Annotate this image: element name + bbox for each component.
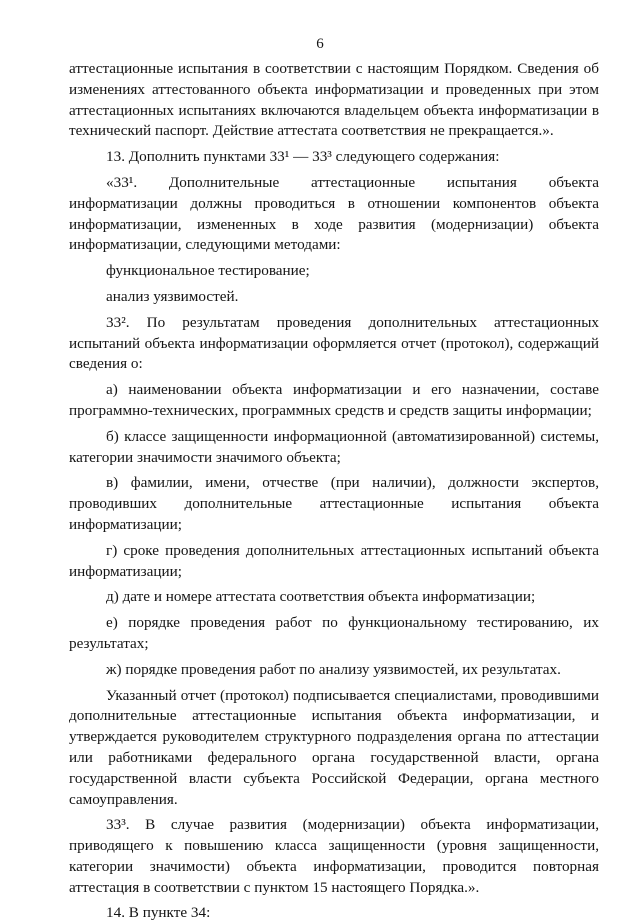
list-item-d: д) дате и номере аттестата соответствия объекта информатизации;	[106, 588, 536, 606]
page-number: 6	[316, 36, 324, 52]
list-item-g: г) сроке проведения дополнительных аттестационных испытаний объекта информатизации;	[69, 541, 599, 580]
paragraph-item-13: 13. Дополнить пунктами 33¹ — 33³ следующего содержания:	[106, 148, 500, 166]
list-item-zh: ж) порядке проведения работ по анализу уязвимостей, их результатах.	[106, 660, 561, 678]
list-item-e: е) порядке проведения работ по функциональному тестированию, их результатах;	[69, 614, 599, 652]
document-body	[69, 59, 599, 924]
paragraph-report-approval: Указанный отчет (протокол) подписывается специалистами, проводившими дополнительные аттестационные испытания объекта информатизации, и утверждается руководителем структурного подразделения органа по аттестации или работниками федерального органа государственной власти, органа государственной власти субъекта Российской Федерации, органа местного самоуправления.	[69, 686, 599, 808]
paragraph-item-14: 14. В пункте 34:	[106, 904, 211, 922]
paragraph-clause-33-1: «33¹. Дополнительные аттестационные испытания объекта информатизации должны проводиться в отношении компонентов объекта информатизации, измененных в ходе развития (модернизации) объекта информатизации, следующими методами:	[69, 173, 599, 254]
list-item-vulnerability-analysis: анализ уязвимостей.	[106, 287, 239, 305]
paragraph-clause-33-3: 33³. В случае развития (модернизации) объекта информатизации, приводящего к повышению класса защищенности (уровня защищенности, категории значимости) объекта информатизации, проводится повторная аттестация в соответствии с пунктом 15 настоящего Порядка.».	[69, 816, 599, 896]
paragraph-attestation-continuation: аттестационные испытания в соответствии с настоящим Порядком. Сведения об изменениях аттестованного объекта информатизации и проведенных при этом аттестационных испытаниях включаются владельцем объекта информатизации в технический паспорт. Действие аттестата соответствия не прекращается.».	[69, 60, 599, 140]
paragraph-clause-33-2: 33². По результатам проведения дополнительных аттестационных испытаний объекта информатизации оформляется отчет (протокол), содержащий сведения о:	[69, 313, 599, 373]
list-item-b: б) классе защищенности информационной (автоматизированной) системы, категории значимости значимого объекта;	[69, 427, 599, 466]
list-item-functional-testing: функциональное тестирование;	[106, 262, 310, 280]
list-item-a: а) наименовании объекта информатизации и его назначении, составе программно-технических, программных средств и средств защиты информации;	[69, 381, 599, 419]
list-item-v: в) фамилии, имени, отчестве (при наличии), должности экспертов, проводивших дополнительные аттестационные испытания объекта информатизации;	[69, 474, 599, 533]
